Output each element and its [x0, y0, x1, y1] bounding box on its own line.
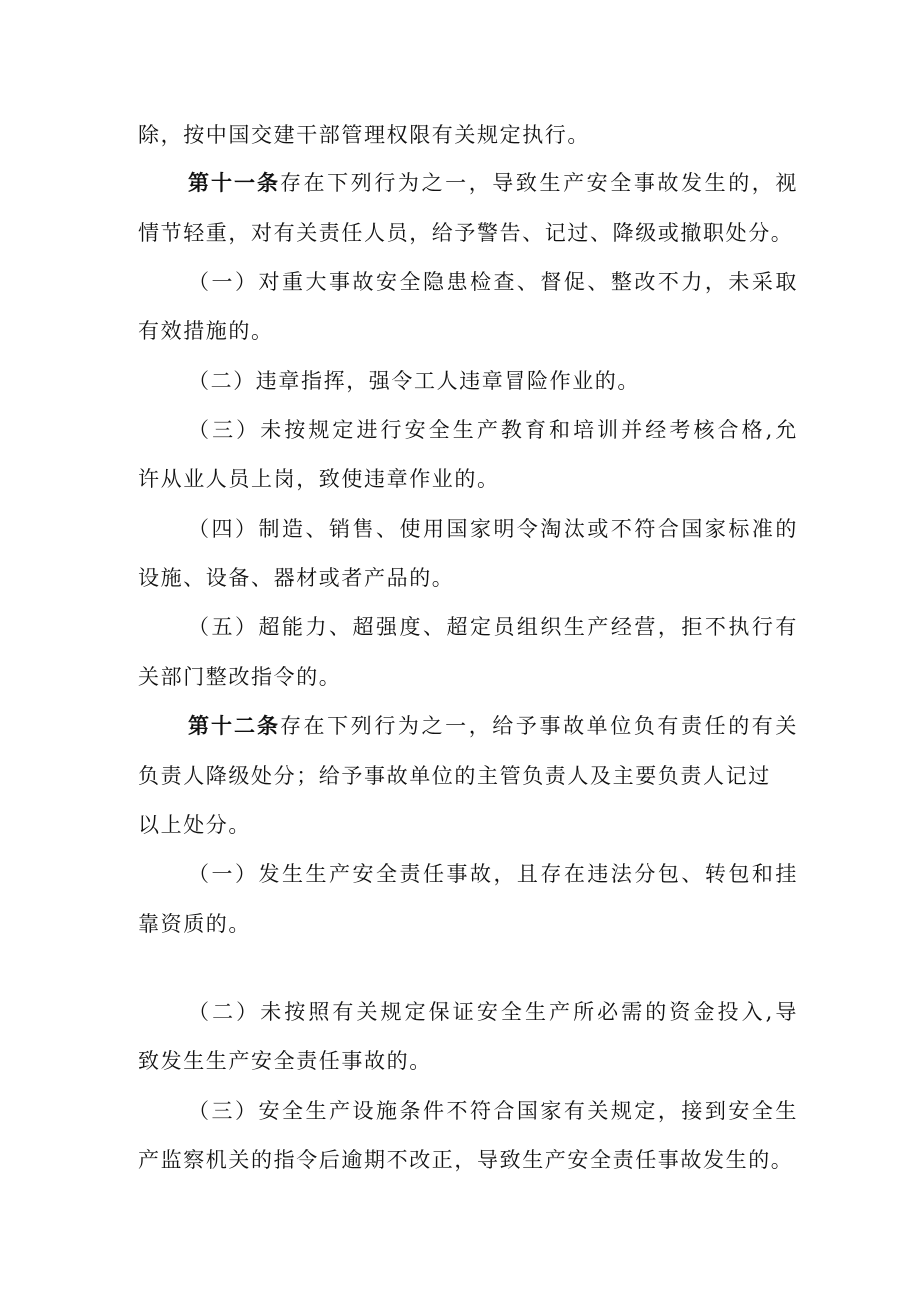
text-line: 靠资质的。 [138, 912, 251, 936]
article-12-title: 第十二条 [188, 714, 280, 738]
text-line: 致发生生产安全责任事故的。 [138, 1049, 432, 1073]
text-line: （四）制造、销售、使用国家明令淘汰或不符合国家标准的 [188, 517, 798, 541]
text-line: 有效措施的。 [138, 319, 274, 343]
text-line: （三）未按规定进行安全生产教育和培训并经考核合格,允 [188, 418, 798, 442]
text-line: （五）超能力、超强度、超定员组织生产经营，拒不执行有 [188, 615, 798, 639]
text-line: 设施、设备、器材或者产品的。 [138, 566, 455, 590]
text-line: 关部门整改指令的。 [138, 665, 342, 689]
text-line: 产监察机关的指令后逾期不改正，导致生产安全责任事故发生的。 [138, 1148, 794, 1172]
article-12-text: 存在下列行为之一，给予事故单位负有责任的有关 [279, 714, 798, 738]
text-line: （二）未按照有关规定保证安全生产所必需的资金投入,导 [188, 1000, 798, 1024]
article-11-text: 存在下列行为之一，导致生产安全事故发生的，视 [279, 171, 798, 195]
text-line: （二）违章指挥，强令工人违章冒险作业的。 [188, 369, 640, 393]
text-line: 许从业人员上岗，致使违章作业的。 [138, 467, 500, 491]
text-line: （一）对重大事故安全隐患检查、督促、整改不力，未采取 [188, 270, 798, 294]
article-11-title: 第十一条 [188, 171, 280, 195]
text-line: 除，按中国交建干部管理权限有关规定执行。 [138, 123, 590, 147]
article-12-heading-line [188, 711, 798, 741]
article-11-heading-line [188, 168, 798, 198]
text-line: （三）安全生产设施条件不符合国家有关规定，接到安全生 [188, 1099, 798, 1123]
text-line: 负责人降级处分；给予事故单位的主管负责人及主要负责人记过 [138, 764, 771, 788]
text-line: 情节轻重，对有关责任人员，给予警告、记过、降级或撤职处分。 [138, 221, 794, 245]
text-line: 以上处分。 [138, 813, 251, 837]
text-line: （一）发生生产安全责任事故，且存在违法分包、转包和挂 [188, 862, 798, 886]
